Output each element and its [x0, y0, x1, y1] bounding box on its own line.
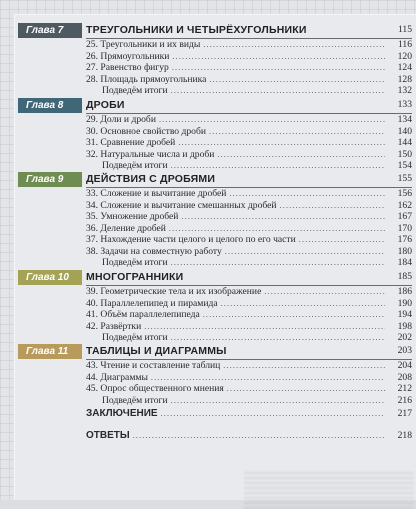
entry-page: 170 — [397, 222, 412, 234]
leader-dots — [178, 137, 385, 149]
leader-dots — [171, 257, 385, 269]
toc-entry[interactable] — [14, 383, 416, 395]
leader-dots — [144, 321, 385, 333]
chapter-11 — [14, 344, 416, 406]
toc-entry-summary[interactable] — [14, 395, 416, 407]
entry-label: Подведём итоги — [102, 394, 168, 406]
chapter-9 — [14, 172, 416, 269]
leader-dots — [203, 39, 385, 51]
leader-dots — [181, 211, 385, 223]
leader-dots — [161, 408, 385, 420]
toc-entry[interactable] — [14, 51, 416, 63]
toc-entry[interactable] — [14, 321, 416, 333]
entry-label: 29. Доли и дроби — [86, 114, 156, 125]
toc-entry[interactable] — [14, 211, 416, 223]
leader-dots — [229, 188, 385, 200]
chapter-8 — [14, 98, 416, 172]
entry-page: 180 — [397, 245, 412, 257]
chapter-7 — [14, 23, 416, 97]
entry-label: 37. Нахождение части целого и целого по его части — [86, 234, 296, 245]
entry-page: 167 — [397, 211, 412, 222]
leader-dots — [171, 160, 385, 172]
toc-entry[interactable] — [14, 360, 416, 372]
entry-label: 32. Натуральные числа и дроби — [86, 148, 215, 160]
toc-entry-summary[interactable] — [14, 332, 416, 344]
entry-label: 42. Развёртки — [86, 320, 142, 332]
toc-entry[interactable] — [14, 309, 416, 321]
leader-dots — [280, 200, 385, 212]
entry-page: 140 — [397, 125, 412, 137]
conclusion-label: ЗАКЛЮЧЕНИЕ — [86, 408, 158, 419]
toc-conclusion[interactable] — [14, 408, 416, 420]
toc-entry[interactable] — [14, 126, 416, 138]
entry-page: 120 — [397, 50, 412, 62]
entry-page: 176 — [397, 234, 412, 245]
entry-page: 208 — [397, 371, 412, 383]
chapter-badge: Глава 10 — [18, 270, 82, 285]
toc-entry[interactable] — [14, 246, 416, 258]
chapter-page: 185 — [397, 271, 412, 282]
leader-dots — [203, 309, 385, 321]
entry-page: 212 — [397, 383, 412, 394]
toc-entry[interactable] — [14, 223, 416, 235]
leader-dots — [225, 246, 385, 258]
entry-label: 39. Геометрические тела и их изображение — [86, 286, 262, 297]
table-of-contents — [14, 14, 416, 500]
entry-page: 154 — [397, 160, 412, 171]
entry-page: 134 — [397, 114, 412, 125]
entry-page: 124 — [397, 62, 412, 73]
entry-page: 186 — [397, 286, 412, 297]
entry-label: 28. Площадь прямоугольника — [86, 73, 207, 85]
leader-dots — [171, 85, 385, 97]
toc-entry[interactable] — [14, 39, 416, 51]
leader-dots — [172, 51, 385, 63]
toc-entry[interactable] — [14, 114, 416, 126]
toc-answers[interactable] — [14, 430, 416, 442]
chapter-title: МНОГОГРАННИКИ — [86, 271, 184, 283]
leader-dots — [172, 62, 385, 74]
entry-label: 26. Прямоугольники — [86, 50, 170, 62]
leader-dots — [264, 286, 385, 298]
chapter-badge: Глава 7 — [18, 23, 82, 38]
leader-dots — [159, 114, 385, 126]
leader-dots — [227, 383, 385, 395]
entry-page: 162 — [397, 199, 412, 211]
conclusion-page: 217 — [397, 408, 412, 419]
toc-entry-summary[interactable] — [14, 85, 416, 97]
entry-label: 36. Деление дробей — [86, 222, 166, 234]
entry-label: 34. Сложение и вычитание смешанных дробей — [86, 199, 277, 211]
chapter-title: ТАБЛИЦЫ И ДИАГРАММЫ — [86, 345, 227, 357]
entry-page: 150 — [397, 148, 412, 160]
toc-entry[interactable] — [14, 286, 416, 298]
entry-page: 204 — [397, 360, 412, 371]
leader-dots — [221, 298, 385, 310]
toc-entry[interactable] — [14, 62, 416, 74]
leader-dots — [209, 74, 385, 86]
entry-page: 116 — [397, 39, 412, 50]
chapter-page: 203 — [397, 345, 412, 356]
entry-page: 216 — [397, 394, 412, 406]
entry-label: 44. Диаграммы — [86, 371, 148, 383]
leader-dots — [171, 395, 385, 407]
leader-dots — [151, 372, 385, 384]
toc-entry-summary[interactable] — [14, 257, 416, 269]
leader-dots — [299, 234, 385, 246]
toc-entry[interactable] — [14, 298, 416, 310]
chapter-page: 133 — [397, 99, 412, 110]
toc-entry[interactable] — [14, 372, 416, 384]
chapter-header — [14, 23, 416, 39]
chapter-title: ТРЕУГОЛЬНИКИ И ЧЕТЫРЁХУГОЛЬНИКИ — [86, 24, 307, 36]
entry-label: 43. Чтение и составление таблиц — [86, 360, 221, 371]
entry-label: 38. Задачи на совместную работу — [86, 245, 222, 257]
entry-page: 202 — [397, 332, 412, 343]
bleed-through-text — [244, 469, 414, 509]
chapter-header — [14, 172, 416, 188]
leader-dots — [217, 149, 385, 161]
chapter-title: ДРОБИ — [86, 99, 125, 111]
chapter-title: ДЕЙСТВИЯ С ДРОБЯМИ — [86, 173, 216, 185]
toc-entry[interactable] — [14, 149, 416, 161]
entry-label: 27. Равенство фигур — [86, 62, 169, 73]
entry-label: Подведём итоги — [102, 85, 168, 96]
entry-label: Подведём итоги — [102, 332, 168, 343]
answers-page: 218 — [397, 430, 412, 441]
chapter-page: 115 — [397, 24, 412, 35]
leader-dots — [209, 126, 385, 138]
chapter-header — [14, 270, 416, 286]
leader-dots — [223, 360, 385, 372]
entry-label: Подведём итоги — [102, 160, 168, 171]
entry-page: 198 — [397, 320, 412, 332]
entry-page: 194 — [397, 309, 412, 320]
entry-label: 30. Основное свойство дроби — [86, 125, 206, 137]
entry-page: 156 — [397, 188, 412, 199]
answers-label: ОТВЕТЫ — [86, 430, 130, 441]
toc-entry[interactable] — [14, 137, 416, 149]
entry-page: 128 — [397, 73, 412, 85]
chapter-header — [14, 98, 416, 114]
toc-entry[interactable] — [14, 234, 416, 246]
entry-page: 132 — [397, 85, 412, 96]
leader-dots — [133, 430, 385, 442]
entry-label: Подведём итоги — [102, 257, 168, 268]
entry-page: 190 — [397, 297, 412, 309]
entry-page: 144 — [397, 137, 412, 148]
entry-page: 184 — [397, 257, 412, 268]
chapter-badge: Глава 11 — [18, 344, 82, 359]
chapter-badge: Глава 8 — [18, 98, 82, 113]
chapter-header — [14, 344, 416, 360]
entry-label: 41. Объём параллелепипеда — [86, 309, 200, 320]
leader-dots — [169, 223, 385, 235]
entry-label: 40. Параллелепипед и пирамида — [86, 297, 218, 309]
entry-label: 33. Сложение и вычитание дробей — [86, 188, 227, 199]
toc-entry[interactable] — [14, 74, 416, 86]
chapter-page: 155 — [397, 173, 412, 184]
toc-entry[interactable] — [14, 188, 416, 200]
chapter-10 — [14, 270, 416, 344]
chapter-badge: Глава 9 — [18, 172, 82, 187]
leader-dots — [171, 332, 385, 344]
entry-label: 31. Сравнение дробей — [86, 137, 176, 148]
entry-label: 45. Опрос общественного мнения — [86, 383, 224, 394]
toc-entry[interactable] — [14, 200, 416, 212]
toc-entry-summary[interactable] — [14, 160, 416, 172]
entry-label: 25. Треугольники и их виды — [86, 39, 201, 50]
entry-label: 35. Умножение дробей — [86, 211, 179, 222]
